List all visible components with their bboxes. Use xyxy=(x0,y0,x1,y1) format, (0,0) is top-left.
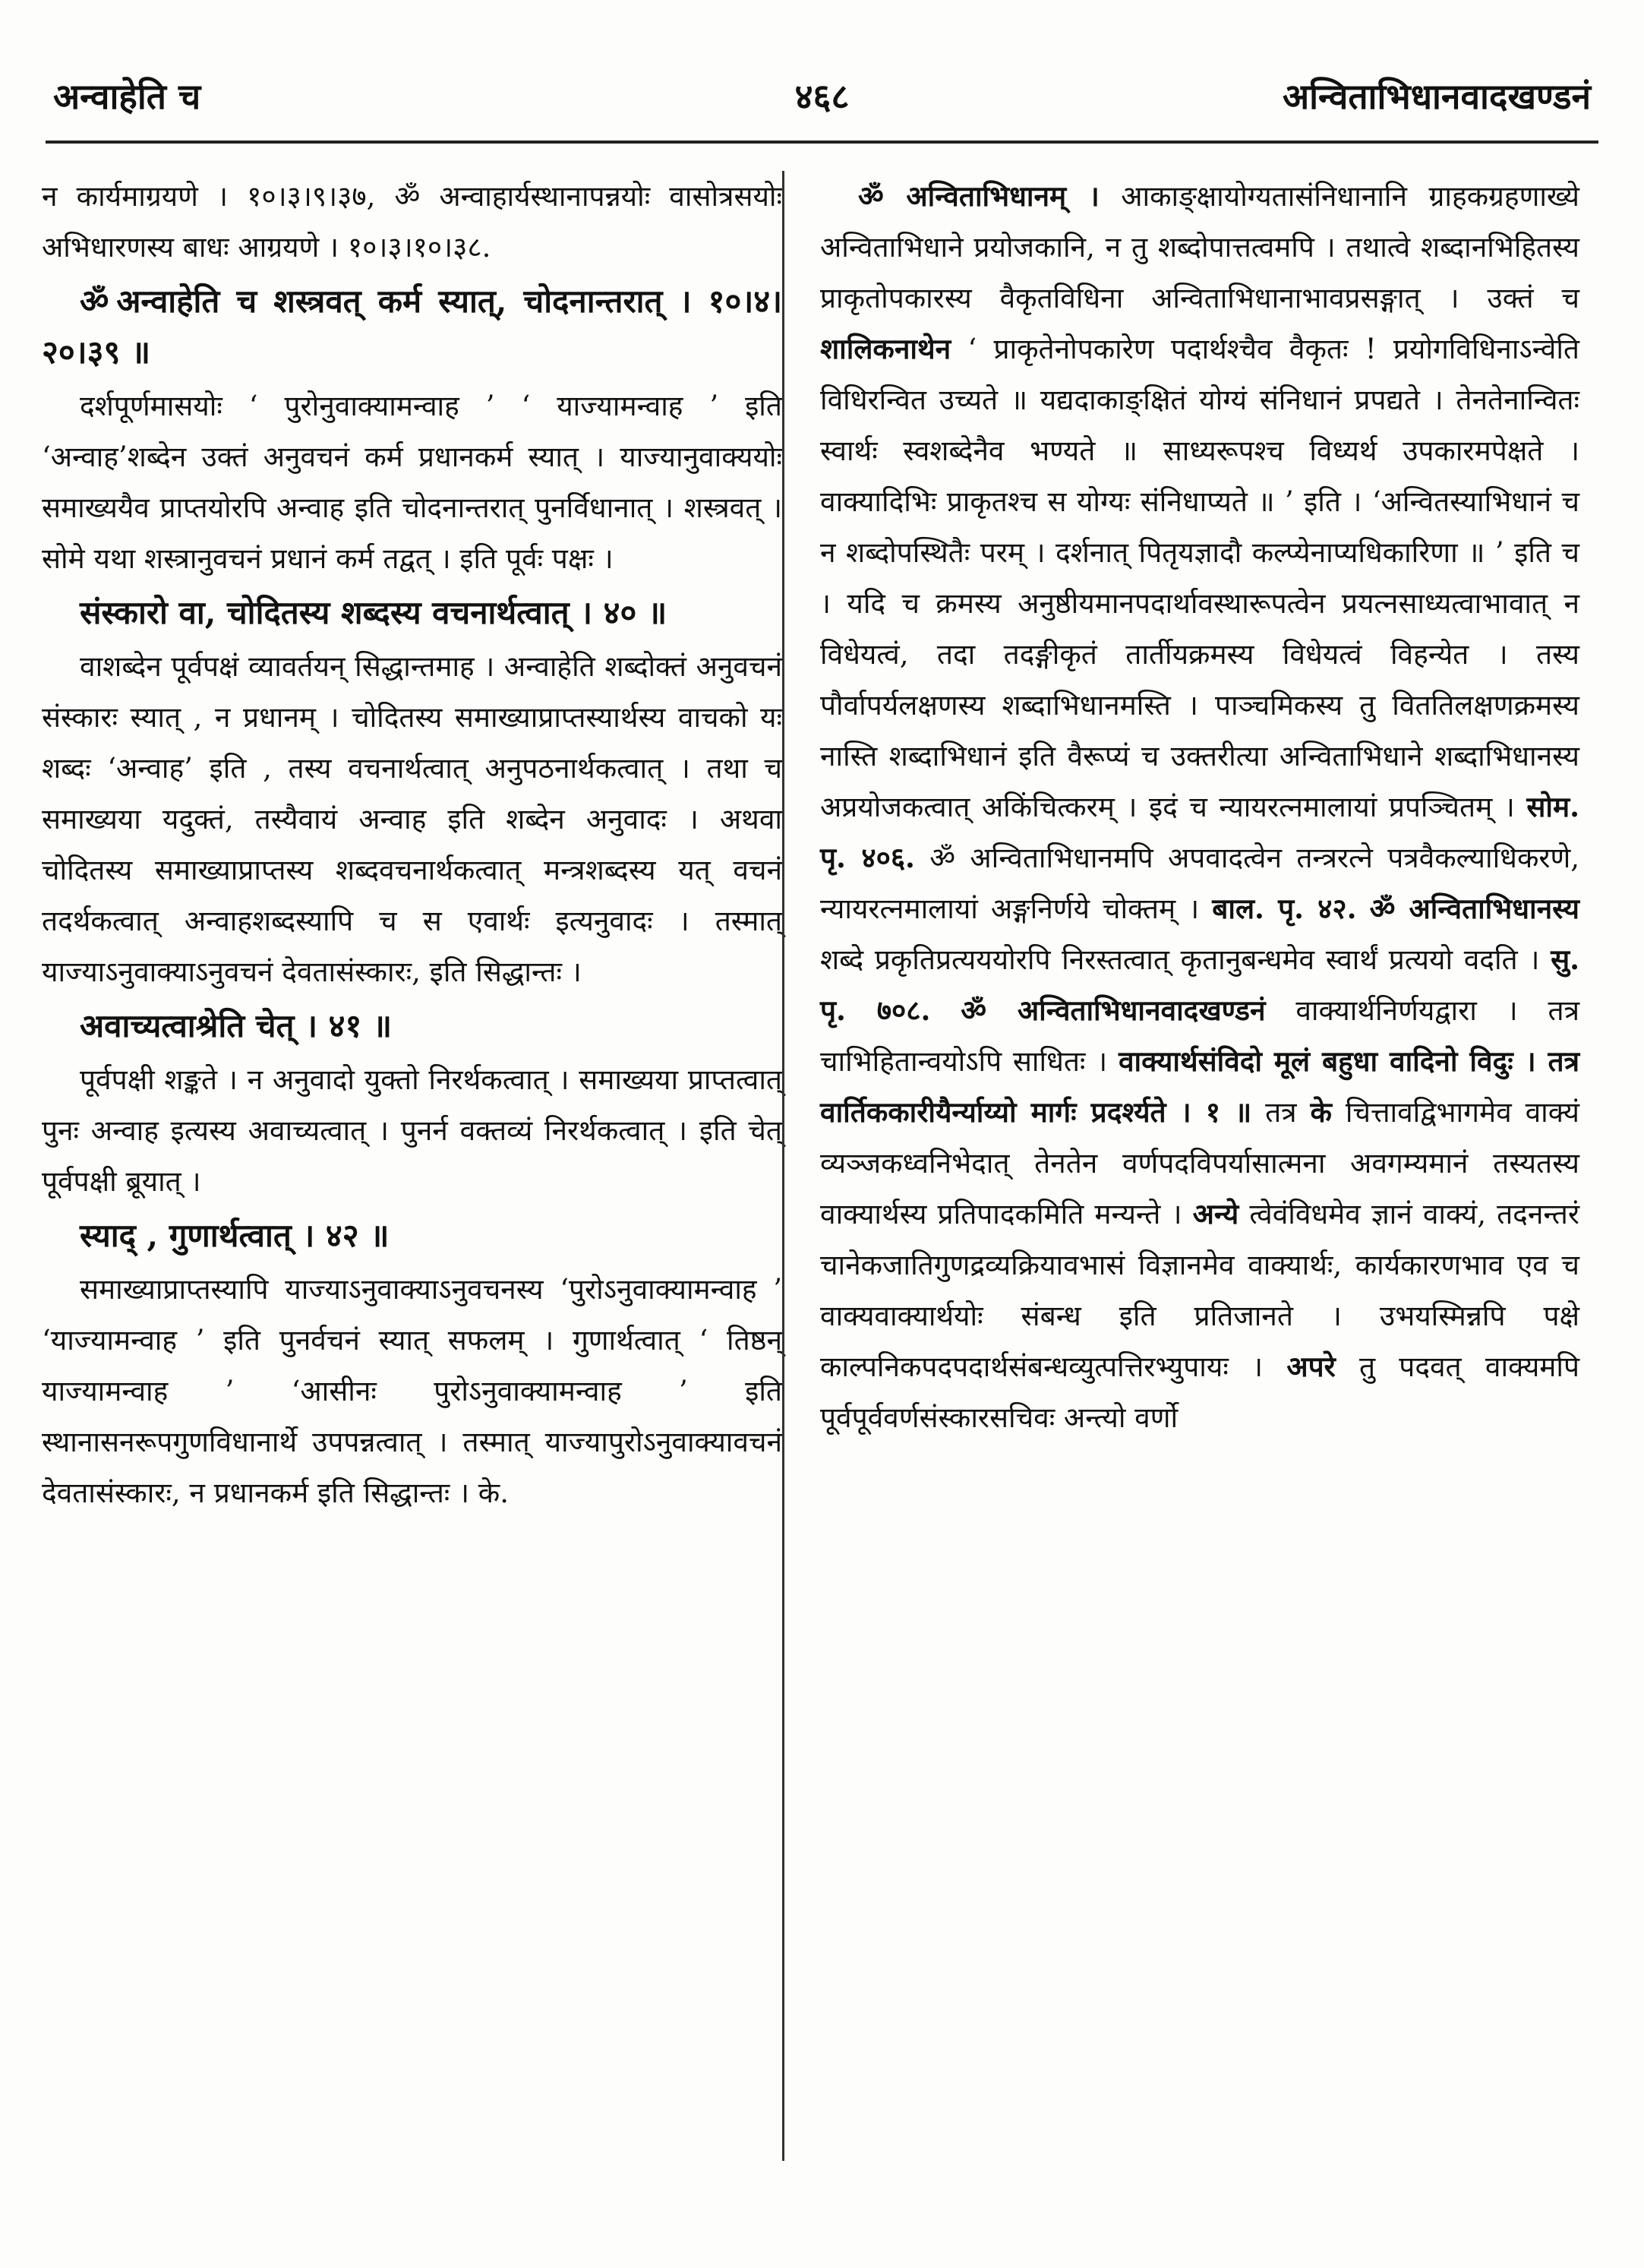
text-run: शब्दे प्रकृतिप्रत्यययोरपि निरस्तत्वात् कृतानुबन्धमेव स्वार्थं प्रत्ययो वदति । xyxy=(820,943,1540,976)
text-run: तु पदवत् वाक्यमपि पूर्वपूर्ववर्णसंस्कारसचिवः अन्त्यो वर्णो xyxy=(820,1350,1580,1434)
reference: बाल. पृ. ४२. xyxy=(1212,892,1357,925)
bold-term: ॐ अन्विताभिधानम् । xyxy=(858,179,1100,213)
right-column xyxy=(820,171,1579,1443)
text-run: त्वेवंविधमेव ज्ञानं वाक्यं, तदनन्तरं चानेकजातिगुणद्रव्यक्रियावभासं विज्ञानमेव वाक्यार्थः, कार्यकारणभाव एव च वाक्यवाक्यार्थयोः संबन्ध इति प्रतिजानते । उभयस्मिन्नपि पक्षे काल्पनिकपदपदार्थसंबन्धव्युत्पत्तिरभ्युपायः । xyxy=(820,1198,1579,1383)
header-left-running-title: अन्वाहेति च xyxy=(53,76,201,117)
header-rule xyxy=(46,141,1598,144)
paragraph: दर्शपूर्णमासयोः ‘ पुरोनुवाक्यामन्वाह ’ ‘ याज्यामन्वाह ’ इति ‘अन्वाह’शब्देन उक्तं अनुवचनं कर्म प्रधानकर्म स्यात् । याज्यानुवाक्ययोः समाख्ययैव प्राप्तयोरपि अन्वाह इति चोदनान्तरात् पुनर्विधानात् । शस्त्रवत् । सोमे यथा शस्त्रानुवचनं प्रधानं कर्म तद्वत् । इति पूर्वः पक्षः । xyxy=(42,390,782,575)
sutra-heading xyxy=(42,276,782,377)
bold-term: ॐ अन्विताभिधानस्य xyxy=(1369,892,1580,925)
sutra-heading: अवाच्यत्वाश्रेति चेत् । ४१ ॥ xyxy=(80,1007,393,1044)
verse-quote: वाक्यार्थसंविदो मूलं बहुधा वादिनो विदुः । तत्र वार्तिककारीयैर्न्याय्यो मार्गः प्रदर्श्यते । १ ॥ xyxy=(820,1044,1579,1129)
bold-term: ॐ अन्विताभिधानवादखण्डनं xyxy=(961,993,1266,1027)
bold-term: अपरे xyxy=(1286,1350,1336,1383)
sutra-heading: स्याद् , गुणार्थत्वात् । ४२ ॥ xyxy=(80,1217,390,1254)
text-run: आकाङ्क्षायोग्यतासंनिधानानि ग्राहकग्रहणाख्ये अन्विताभिधाने प्रयोजकानि, न तु शब्दोपात्तत्वमपि । तथात्वे शब्दानभिहितस्य प्राकृतोपकारस्य वैकृतविधिना अन्विताभिधानाभावप्रसङ्गात् । उक्तं च xyxy=(820,180,1580,314)
paragraph: पूर्वपक्षी शङ्कते । न अनुवादो युक्तो निरर्थकत्वात् । समाख्यया प्राप्तत्वात् पुनः अन्वाह इत्यस्य अवाच्यत्वात् । पुनर्न वक्तव्यं निरर्थकत्वात् । इति चेत् पूर्वपक्षी ब्रूयात् । xyxy=(42,1063,782,1198)
text-run: चित्तावद्विभागमेव वाक्यं व्यञ्जकध्वनिभेदात् तेनतेन वर्णपदविपर्यासात्मना अवगम्यमानं तस्यतस्य वाक्यार्थस्य प्रतिपादकमिति मन्यन्ते । xyxy=(820,1096,1579,1230)
reference: सु. पृ. ७०८. xyxy=(820,943,1579,1027)
sutra-text: अन्वाहेति च शस्त्रवत् कर्म स्यात्, चोदनान्तरात् । १०।४।२०।३९ ॥ xyxy=(42,283,782,371)
text-run: तत्र xyxy=(1265,1096,1297,1129)
sutra-mark-icon: ॐ xyxy=(80,283,109,320)
text-run: ‘ प्राकृतेनोपकारेण पदार्थश्चैव वैकृतः ! प्रयोगविधिनाऽन्वेति विधिरन्वित उच्यते ॥ यद्यदाकाङ्क्षितं योग्यं संनिधानं प्रपद्यते । तेनतेनान्वितः स्वार्थः स्वशब्देनैव भण्यते ॥ साध्यरूपश्च विध्यर्थ उपकारमपेक्षते । वाक्यादिभिः प्राकृतश्च स योग्यः संनिधाप्यते ॥ ’ इति । ‘अन्वितस्याभिधानं च न शब्दोपस्थितैः परम् । दर्शनात् पितृयज्ञादौ कल्प्येनाप्यधिकारिणा ॥ ’ इति च । यदि च क्रमस्य अनुष्ठीयमानपदार्थावस्थारूपत्वेन प्रयत्नसाध्यत्वाभावात् न विधेयत्वं, तदा तदङ्गीकृतं तार्तीयक्रमस्य विधेयत्वं विहन्येत । तस्य पौर्वापर्यलक्षणस्य शब्दाभिधानमस्ति । पाञ्चमिकस्य तु विततिलक्षणक्रमस्य नास्ति शब्दाभिधानं इति वैरूप्यं च उक्तरीत्या अन्विताभिधाने शब्दाभिधानस्य अप्रयोजकत्वात् अकिंचित्करम् । इदं च न्यायरत्नमालायां प्रपञ्चितम् । xyxy=(820,333,1580,823)
paragraph xyxy=(820,171,1579,1443)
paragraph: न कार्यमाग्रयणे । १०।३।९।३७, ॐ अन्वाहार्यस्थानापन्नयोः वासोत्रसयोः अभिधारणस्य बाधः आग्रयणे । १०।३।१०।३८. xyxy=(42,180,782,264)
bold-term: शालिकनाथेन xyxy=(820,332,951,365)
reference: सोम. पृ. ४०६. xyxy=(820,790,1579,874)
header-right-running-title: अन्विताभिधानवादखण्डनं xyxy=(1282,76,1591,117)
page-number: ४६८ xyxy=(794,76,850,117)
sutra-heading: संस्कारो वा, चोदितस्य शब्दस्य वचनार्थत्वात् । ४० ॥ xyxy=(80,594,667,631)
column-divider xyxy=(782,171,784,2161)
bold-term: के xyxy=(1310,1095,1332,1129)
page-header xyxy=(53,72,1591,133)
text-run: ॐ अन्विताभिधानमपि अपवादत्वेन तन्त्ररत्ने पत्रवैकल्याधिकरणे, न्यायरत्नमालायां अङ्गनिर्णये चोक्तम् । xyxy=(820,842,1580,925)
paragraph: समाख्याप्राप्तस्यापि याज्याऽनुवाक्याऽनुवचनस्य ‘पुरोऽनुवाक्यामन्वाह ’ ‘याज्यामन्वाह ’ इति पुनर्वचनं स्यात् सफलम् । गुणार्थत्वात् ‘ तिष्ठन् याज्यामन्वाह ’ ‘आसीनः पुरोऽनुवाक्यामन्वाह ’ इति स्थानासनरूपगुणविधानार्थे उपपन्नत्वात् । तस्मात् याज्यापुरोऽनुवाक्यावचनं देवतासंस्कारः, न प्रधानकर्म इति सिद्धान्तः । के. xyxy=(42,1273,782,1509)
text-run: वाक्यार्थनिर्णयद्वारा । तत्र चाभिहितान्वयोऽपि साधितः । xyxy=(820,994,1579,1078)
paragraph: वाशब्देन पूर्वपक्षं व्यावर्तयन् सिद्धान्तमाह । अन्वाहेति शब्दोक्तं अनुवचनं संस्कारः स्यात् , न प्रधानम् । चोदितस्य समाख्याप्राप्तस्यार्थस्य वाचको यः शब्दः ‘अन्वाह’ इति , तस्य वचनार्थत्वात् अनुपठनार्थकत्वात् । तथा च समाख्यया यदुक्तं, तस्यैवायं अन्वाह इति शब्देन अनुवादः । अथवा चोदितस्य समाख्याप्राप्तस्य शब्दवचनार्थकत्वात् मन्त्रशब्दस्य यत् वचनं तदर्थकत्वात् अन्वाहशब्दस्यापि च स एवार्थः इत्यनुवादः । तस्मात् याज्याऽनुवाक्याऽनुवचनं देवतासंस्कारः, इति सिद्धान्तः । xyxy=(42,650,782,988)
left-column xyxy=(42,171,782,1518)
bold-term: अन्ये xyxy=(1192,1197,1239,1230)
